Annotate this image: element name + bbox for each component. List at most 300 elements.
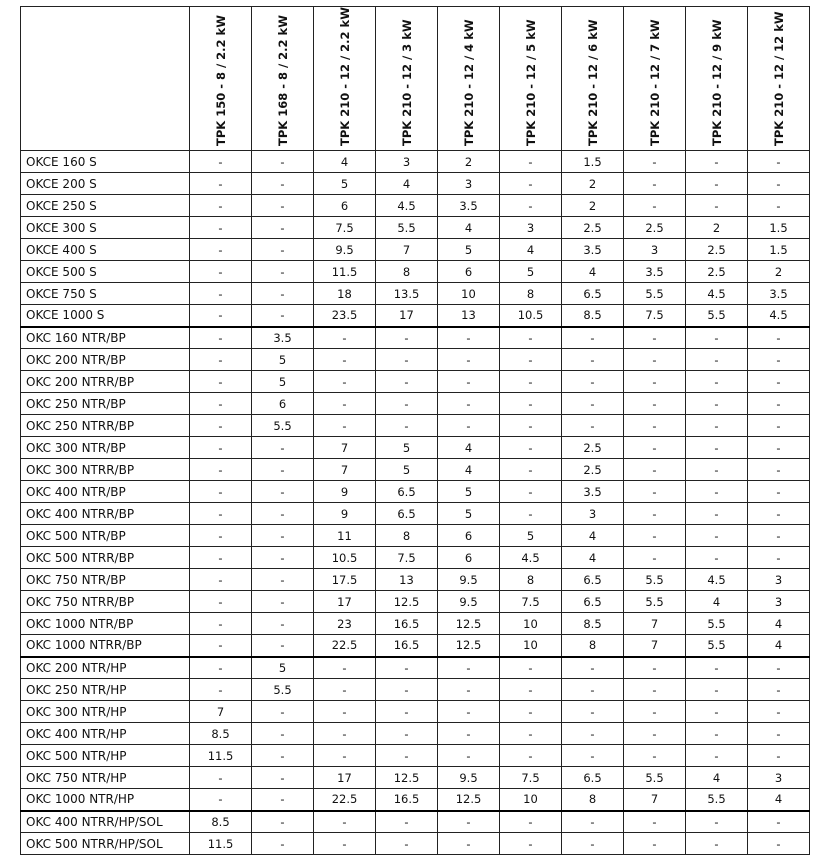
table-cell: 2.5 [686, 239, 748, 261]
table-row [21, 811, 810, 833]
table-cell: - [376, 701, 438, 723]
row-label: OKCE 750 S [21, 283, 190, 305]
table-cell: 2.5 [686, 261, 748, 283]
table-cell: - [748, 195, 810, 217]
table-cell: 9.5 [438, 569, 500, 591]
table-cell: - [190, 239, 252, 261]
table-cell: - [252, 459, 314, 481]
table-cell: - [438, 415, 500, 437]
table-cell: - [686, 745, 748, 767]
table-body [21, 151, 810, 855]
table-cell: 9 [314, 481, 376, 503]
table-cell: 2.5 [624, 217, 686, 239]
table-cell: - [562, 833, 624, 855]
column-header [686, 7, 748, 151]
table-cell: - [748, 393, 810, 415]
table-cell: - [748, 701, 810, 723]
table-cell: - [748, 503, 810, 525]
table-cell: 5 [314, 173, 376, 195]
row-label: OKC 200 NTR/BP [21, 349, 190, 371]
table-cell: 3 [748, 591, 810, 613]
table-cell: - [252, 173, 314, 195]
table-cell: - [748, 657, 810, 679]
row-label: OKC 500 NTR/BP [21, 525, 190, 547]
row-label: OKC 750 NTRR/BP [21, 591, 190, 613]
row-label: OKC 160 NTR/BP [21, 327, 190, 349]
table-cell: 5.5 [624, 767, 686, 789]
row-label: OKCE 500 S [21, 261, 190, 283]
table-cell: 3 [500, 217, 562, 239]
table-cell: - [190, 173, 252, 195]
row-label: OKCE 200 S [21, 173, 190, 195]
table-cell: - [438, 393, 500, 415]
table-cell: - [686, 173, 748, 195]
column-header-label: TPK 168 - 8 / 2.2 kW [275, 15, 290, 146]
column-header-label: TPK 210 - 12 / 4 kW [461, 19, 476, 146]
row-label: OKC 200 NTR/HP [21, 657, 190, 679]
column-header-label: TPK 210 - 12 / 5 kW [523, 19, 538, 146]
table-cell: 17.5 [314, 569, 376, 591]
table-cell: 6 [438, 525, 500, 547]
table-cell: 11.5 [190, 745, 252, 767]
table-cell: 4 [562, 525, 624, 547]
table-cell: 7 [314, 437, 376, 459]
table-cell: 5 [500, 525, 562, 547]
table-cell: 4 [438, 459, 500, 481]
table-cell: - [748, 415, 810, 437]
table-cell: - [500, 657, 562, 679]
table-cell: - [500, 349, 562, 371]
table-cell: - [252, 305, 314, 327]
table-cell: - [190, 349, 252, 371]
table-cell: 1.5 [562, 151, 624, 173]
column-header-label: TPK 210 - 12 / 12 kW [771, 11, 786, 146]
table-row [21, 239, 810, 261]
table-cell: - [562, 393, 624, 415]
table-cell: - [190, 657, 252, 679]
table-cell: - [252, 635, 314, 657]
table-cell: 5.5 [624, 591, 686, 613]
table-cell: - [686, 503, 748, 525]
table-cell: - [500, 393, 562, 415]
column-header [314, 7, 376, 151]
table-cell: - [190, 371, 252, 393]
table-cell: 5.5 [252, 679, 314, 701]
table-cell: - [748, 811, 810, 833]
table-cell: 2.5 [562, 217, 624, 239]
table-cell: - [624, 415, 686, 437]
table-cell: - [376, 679, 438, 701]
table-cell: 8 [376, 261, 438, 283]
column-header [562, 7, 624, 151]
table-cell: - [438, 833, 500, 855]
table-cell: 17 [376, 305, 438, 327]
table-cell: - [624, 547, 686, 569]
table-row [21, 503, 810, 525]
table-cell: 5 [438, 239, 500, 261]
table-cell: - [562, 745, 624, 767]
header-row [21, 7, 810, 151]
table-cell: 4 [500, 239, 562, 261]
table-cell: 7.5 [376, 547, 438, 569]
table-row [21, 657, 810, 679]
table-cell: - [190, 437, 252, 459]
column-header [748, 7, 810, 151]
table-cell: 17 [314, 591, 376, 613]
table-cell: 4 [748, 635, 810, 657]
table-cell: 5 [438, 503, 500, 525]
table-cell: 3 [376, 151, 438, 173]
table-row [21, 569, 810, 591]
table-cell: - [686, 415, 748, 437]
table-cell: 13.5 [376, 283, 438, 305]
table-cell: 4 [686, 767, 748, 789]
table-cell: 2.5 [562, 459, 624, 481]
table-cell: - [748, 151, 810, 173]
table-cell: - [438, 745, 500, 767]
table-cell: - [624, 525, 686, 547]
table-cell: - [624, 723, 686, 745]
table-cell: 17 [314, 767, 376, 789]
table-cell: - [500, 151, 562, 173]
row-label: OKC 250 NTRR/BP [21, 415, 190, 437]
table-cell: - [314, 679, 376, 701]
table-cell: - [190, 195, 252, 217]
table-row [21, 217, 810, 239]
table-row [21, 459, 810, 481]
table-cell: 8.5 [562, 613, 624, 635]
table-cell: - [376, 833, 438, 855]
table-cell: 23.5 [314, 305, 376, 327]
table-cell: - [624, 811, 686, 833]
table-cell: - [252, 239, 314, 261]
table-cell: - [624, 503, 686, 525]
table-cell: 7.5 [500, 591, 562, 613]
table-cell: - [252, 833, 314, 855]
table-cell: - [500, 481, 562, 503]
row-label: OKCE 1000 S [21, 305, 190, 327]
table-cell: - [252, 767, 314, 789]
table-cell: 3 [438, 173, 500, 195]
table-cell: 5 [500, 261, 562, 283]
table-row [21, 525, 810, 547]
table-cell: - [314, 393, 376, 415]
row-label: OKC 250 NTR/BP [21, 393, 190, 415]
table-cell: 16.5 [376, 635, 438, 657]
table-cell: 1.5 [748, 239, 810, 261]
table-cell: - [500, 679, 562, 701]
table-cell: 4.5 [748, 305, 810, 327]
table-cell: 5.5 [376, 217, 438, 239]
table-row [21, 679, 810, 701]
table-cell: 2 [562, 173, 624, 195]
column-header-label: TPK 210 - 12 / 3 kW [399, 19, 414, 146]
table-row [21, 371, 810, 393]
table-row [21, 305, 810, 327]
table-cell: 10 [500, 635, 562, 657]
column-header-label: TPK 210 - 12 / 7 kW [647, 19, 662, 146]
table-row [21, 613, 810, 635]
table-cell: 5 [252, 349, 314, 371]
table-row [21, 591, 810, 613]
table-cell: - [686, 371, 748, 393]
table-cell: 1.5 [748, 217, 810, 239]
table-cell: - [190, 569, 252, 591]
table-cell: - [252, 481, 314, 503]
table-row [21, 327, 810, 349]
table-cell: - [686, 833, 748, 855]
table-cell: - [748, 833, 810, 855]
table-cell: - [190, 305, 252, 327]
table-cell: 7.5 [314, 217, 376, 239]
table-cell: - [624, 151, 686, 173]
row-label: OKCE 300 S [21, 217, 190, 239]
table-cell: 2 [686, 217, 748, 239]
table-cell: 8 [500, 569, 562, 591]
table-cell: 22.5 [314, 789, 376, 811]
table-cell: - [190, 283, 252, 305]
table-cell: 5.5 [686, 305, 748, 327]
table-cell: - [500, 371, 562, 393]
table-cell: - [438, 657, 500, 679]
table-cell: 5.5 [252, 415, 314, 437]
table-cell: - [314, 723, 376, 745]
row-label: OKCE 400 S [21, 239, 190, 261]
table-cell: 7 [314, 459, 376, 481]
table-cell: - [252, 217, 314, 239]
table-row [21, 635, 810, 657]
table-cell: - [562, 349, 624, 371]
row-label: OKC 300 NTR/HP [21, 701, 190, 723]
table-cell: 5.5 [624, 569, 686, 591]
column-header-label: TPK 210 - 12 / 2.2 kW [337, 7, 352, 146]
table-cell: 2 [562, 195, 624, 217]
table-cell: - [686, 547, 748, 569]
table-cell: 11 [314, 525, 376, 547]
table-cell: 4.5 [500, 547, 562, 569]
table-cell: - [500, 833, 562, 855]
table-cell: - [314, 371, 376, 393]
table-cell: 13 [438, 305, 500, 327]
table-cell: - [624, 657, 686, 679]
table-cell: 4 [748, 789, 810, 811]
table-cell: 8 [376, 525, 438, 547]
table-cell: - [438, 723, 500, 745]
table-cell: - [190, 151, 252, 173]
table-cell: 22.5 [314, 635, 376, 657]
table-cell: - [686, 327, 748, 349]
table-cell: - [376, 327, 438, 349]
table-cell: 11.5 [314, 261, 376, 283]
table-cell: 3 [748, 767, 810, 789]
table-cell: - [252, 195, 314, 217]
table-cell: - [562, 701, 624, 723]
table-cell: - [252, 701, 314, 723]
table-row [21, 393, 810, 415]
table-cell: 5.5 [686, 635, 748, 657]
table-cell: - [190, 503, 252, 525]
table-cell: - [190, 767, 252, 789]
table-cell: - [314, 833, 376, 855]
table-cell: 2 [748, 261, 810, 283]
table-cell: 5 [376, 437, 438, 459]
table-cell: - [252, 503, 314, 525]
table-row [21, 723, 810, 745]
table-cell: - [190, 789, 252, 811]
table-cell: - [686, 393, 748, 415]
table-cell: 16.5 [376, 613, 438, 635]
table-cell: - [624, 437, 686, 459]
table-cell: 3 [624, 239, 686, 261]
table-cell: - [748, 371, 810, 393]
table-cell: 8.5 [562, 305, 624, 327]
table-cell: 7 [190, 701, 252, 723]
column-header [624, 7, 686, 151]
row-label: OKC 750 NTR/HP [21, 767, 190, 789]
table-cell: 3 [748, 569, 810, 591]
table-cell: - [686, 481, 748, 503]
table-cell: - [624, 327, 686, 349]
table-cell: 4 [748, 613, 810, 635]
table-row [21, 437, 810, 459]
table-cell: - [748, 679, 810, 701]
table-cell: 12.5 [376, 591, 438, 613]
corner-cell [21, 7, 190, 151]
table-cell: - [500, 415, 562, 437]
table-cell: 10.5 [500, 305, 562, 327]
table-cell: 7 [624, 789, 686, 811]
row-label: OKC 1000 NTRR/BP [21, 635, 190, 657]
table-cell: 4 [314, 151, 376, 173]
table-cell: - [748, 437, 810, 459]
table-cell: 4 [562, 261, 624, 283]
table-row [21, 745, 810, 767]
table-cell: - [376, 745, 438, 767]
table-cell: - [624, 459, 686, 481]
table-cell: 6 [438, 547, 500, 569]
table-cell: 9.5 [438, 767, 500, 789]
table-cell: - [314, 657, 376, 679]
table-cell: - [252, 811, 314, 833]
table-cell: - [562, 327, 624, 349]
table-cell: - [252, 437, 314, 459]
table-cell: 4.5 [686, 569, 748, 591]
table-cell: - [376, 415, 438, 437]
table-cell: - [624, 349, 686, 371]
table-cell: - [314, 811, 376, 833]
table-cell: 6.5 [562, 283, 624, 305]
table-cell: 6 [438, 261, 500, 283]
table-cell: - [252, 613, 314, 635]
table-cell: 8.5 [190, 723, 252, 745]
table-cell: - [252, 591, 314, 613]
table-cell: - [562, 657, 624, 679]
row-label: OKC 400 NTRR/BP [21, 503, 190, 525]
table-row [21, 151, 810, 173]
column-header-label: TPK 210 - 12 / 9 kW [709, 19, 724, 146]
table-cell: 8 [500, 283, 562, 305]
table-row [21, 283, 810, 305]
table-cell: - [190, 415, 252, 437]
table-cell: - [252, 525, 314, 547]
table-cell: - [438, 349, 500, 371]
table-cell: - [686, 525, 748, 547]
table-cell: 5 [376, 459, 438, 481]
table-cell: 13 [376, 569, 438, 591]
table-cell: 12.5 [438, 789, 500, 811]
table-cell: - [190, 591, 252, 613]
table-cell: 6 [252, 393, 314, 415]
row-label: OKC 300 NTR/BP [21, 437, 190, 459]
table-cell: 4 [438, 217, 500, 239]
table-cell: - [252, 283, 314, 305]
table-cell: 5.5 [686, 613, 748, 635]
table-cell: - [624, 195, 686, 217]
table-header [21, 7, 810, 151]
table-cell: 10 [500, 613, 562, 635]
table-cell: - [624, 833, 686, 855]
table-cell: 5 [252, 371, 314, 393]
row-label: OKC 300 NTRR/BP [21, 459, 190, 481]
table-cell: - [190, 261, 252, 283]
table-cell: - [500, 173, 562, 195]
column-header-label: TPK 150 - 8 / 2.2 kW [213, 15, 228, 146]
table-cell: - [500, 327, 562, 349]
table-cell: 2 [438, 151, 500, 173]
table-cell: - [438, 701, 500, 723]
column-header [252, 7, 314, 151]
column-header [376, 7, 438, 151]
table-cell: 16.5 [376, 789, 438, 811]
table-cell: - [624, 745, 686, 767]
table-row [21, 195, 810, 217]
table-cell: - [190, 459, 252, 481]
table-cell: 4.5 [686, 283, 748, 305]
table-cell: - [190, 613, 252, 635]
row-label: OKC 1000 NTR/BP [21, 613, 190, 635]
table-cell: - [376, 371, 438, 393]
table-cell: 10 [500, 789, 562, 811]
column-header-label: TPK 210 - 12 / 6 kW [585, 19, 600, 146]
table-cell: - [686, 657, 748, 679]
table-cell: 7.5 [624, 305, 686, 327]
table-cell: - [190, 327, 252, 349]
table-cell: - [500, 745, 562, 767]
table-cell: - [686, 437, 748, 459]
table-row [21, 415, 810, 437]
table-row [21, 701, 810, 723]
table-cell: 3.5 [252, 327, 314, 349]
table-cell: - [562, 371, 624, 393]
table-cell: 9.5 [314, 239, 376, 261]
table-cell: 8 [562, 635, 624, 657]
table-cell: - [314, 701, 376, 723]
row-label: OKCE 250 S [21, 195, 190, 217]
table-row [21, 767, 810, 789]
table-cell: 4 [562, 547, 624, 569]
table-row [21, 833, 810, 855]
table-cell: 12.5 [376, 767, 438, 789]
table-cell: 4 [376, 173, 438, 195]
table-cell: - [190, 481, 252, 503]
table-cell: 12.5 [438, 635, 500, 657]
table-cell: - [190, 217, 252, 239]
column-header [500, 7, 562, 151]
column-header [438, 7, 500, 151]
table-cell: - [624, 371, 686, 393]
table-cell: - [314, 327, 376, 349]
table-cell: - [500, 437, 562, 459]
